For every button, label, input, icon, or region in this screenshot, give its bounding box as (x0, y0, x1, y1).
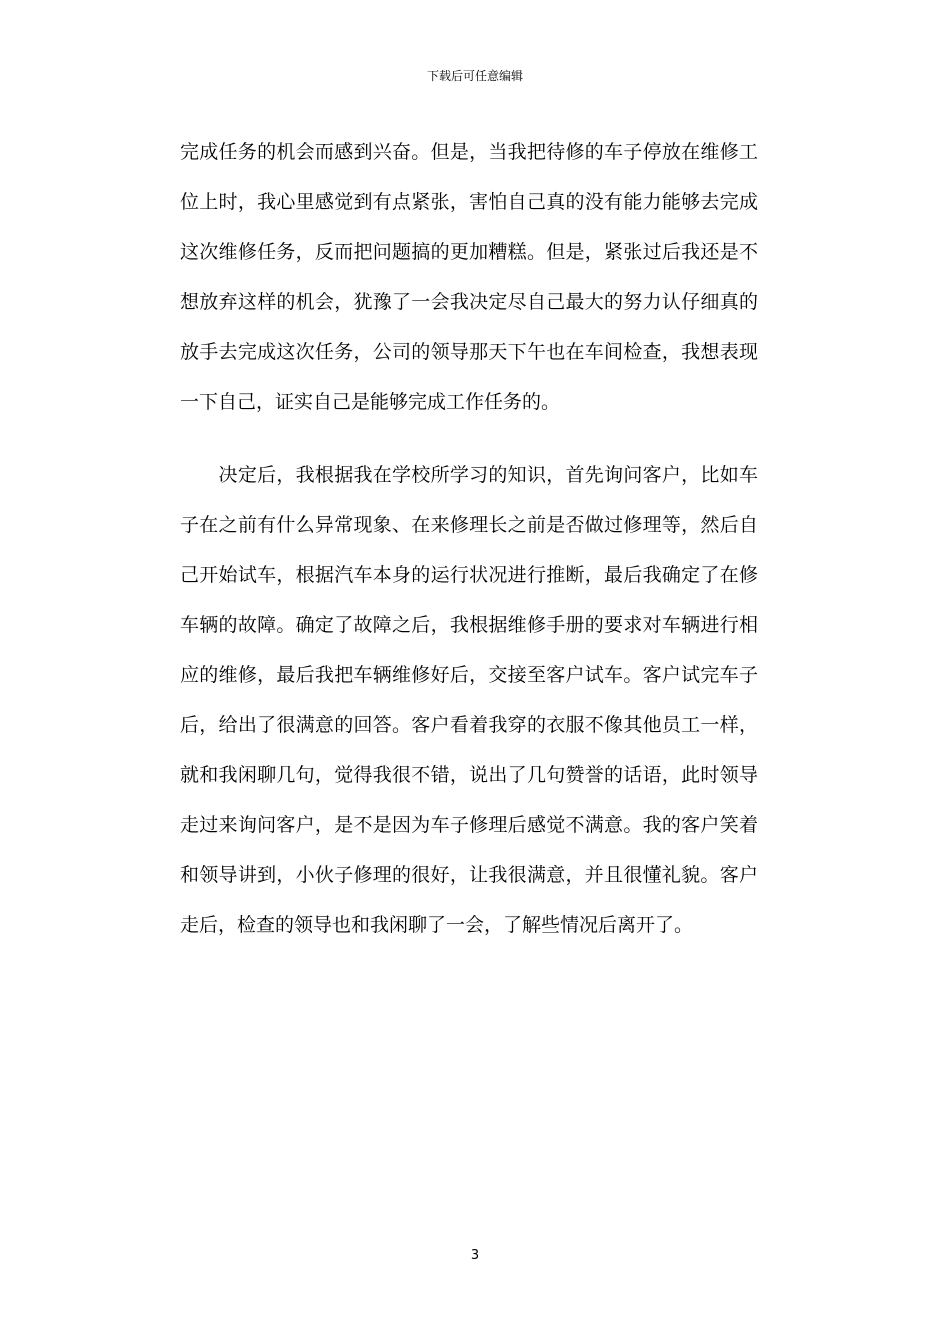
text-line: 后，给出了很满意的回答。客户看着我穿的衣服不像其他员工一样， (180, 714, 758, 736)
text-line: 己开始试车，根据汽车本身的运行状况进行推断，最后我确定了在修 (180, 564, 758, 586)
text-line: 走后，检查的领导也和我闲聊了一会，了解些情况后离开了。 (180, 914, 694, 936)
text-line: 车辆的故障。确定了故障之后，我根据维修手册的要求对车辆进行相 (180, 614, 758, 636)
paragraph-1 (180, 127, 758, 427)
text-line: 就和我闲聊几句，觉得我很不错，说出了几句赞誉的话语，此时领导 (180, 764, 758, 786)
document-body (180, 127, 758, 950)
text-line: 完成任务的机会而感到兴奋。但是，当我把待修的车子停放在维修工 (180, 141, 758, 163)
text-line: 想放弃这样的机会，犹豫了一会我决定尽自己最大的努力认仔细真的 (180, 291, 758, 313)
paragraph-spacer (180, 427, 758, 450)
text-line: 放手去完成这次任务，公司的领导那天下午也在车间检查，我想表现 (180, 341, 758, 363)
text-line: 这次维修任务，反而把问题搞的更加糟糕。但是，紧张过后我还是不 (180, 241, 758, 263)
text-line: 子在之前有什么异常现象、在来修理长之前是否做过修理等，然后自 (180, 514, 758, 536)
text-line: 和领导讲到，小伙子修理的很好，让我很满意，并且很懂礼貌。客户 (180, 864, 758, 886)
text-line: 位上时，我心里感觉到有点紧张，害怕自己真的没有能力能够去完成 (180, 191, 758, 213)
page-number: 3 (470, 1248, 480, 1263)
text-line: 应的维修，最后我把车辆维修好后，交接至客户试车。客户试完车子 (180, 664, 758, 686)
text-line: 一下自己，证实自己是能够完成工作任务的。 (180, 391, 561, 413)
text-line: 决定后，我根据我在学校所学习的知识，首先询问客户，比如车 (180, 464, 758, 486)
page-header: 下载后可任意编辑 (426, 69, 523, 83)
paragraph-2 (180, 450, 758, 950)
text-line: 走过来询问客户，是不是因为车子修理后感觉不满意。我的客户笑着 (180, 814, 758, 836)
